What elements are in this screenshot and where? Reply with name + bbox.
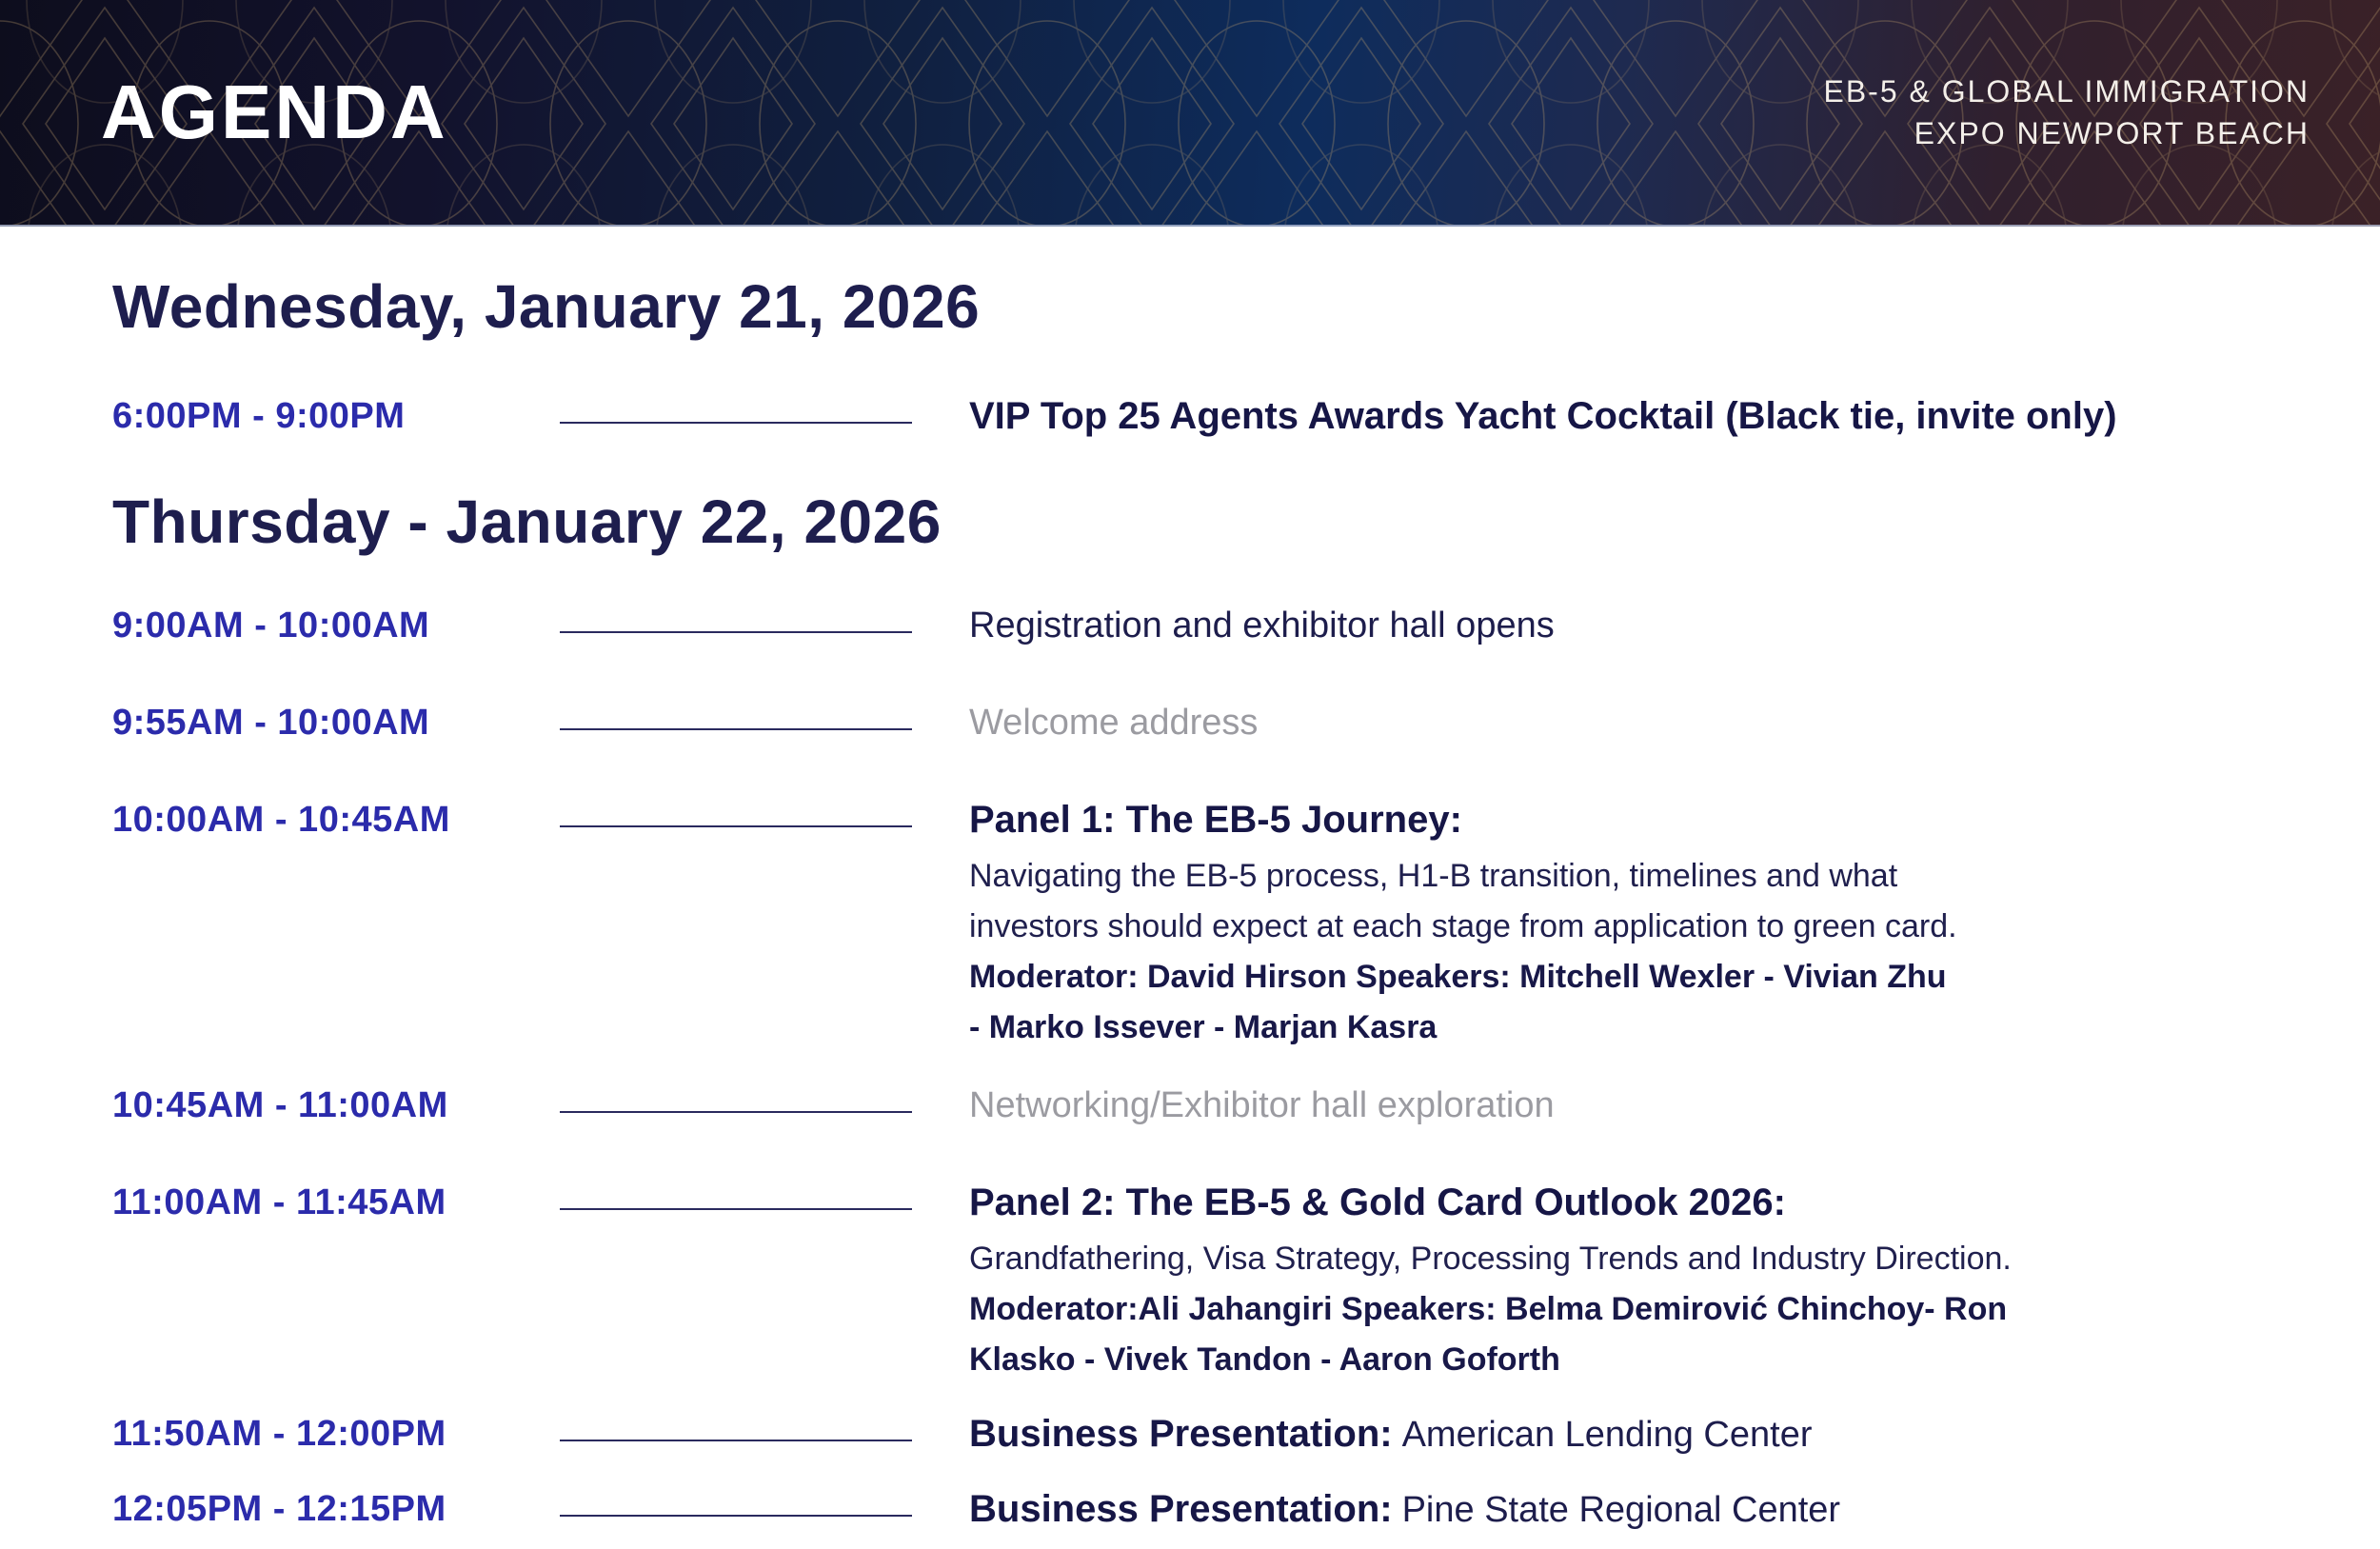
event-details	[969, 1179, 2327, 1385]
agenda-row	[112, 1485, 2327, 1534]
event-title: Panel 1: The EB-5 Journey:	[969, 799, 1462, 841]
event-title-bold: Business Presentation:	[969, 1413, 1393, 1455]
agenda-row	[112, 602, 2327, 649]
time-range: 9:00AM - 10:00AM	[112, 606, 430, 645]
header-banner	[0, 0, 2380, 227]
event-details	[969, 392, 2327, 440]
event-title-bold: Business Presentation:	[969, 1488, 1393, 1530]
event-title: Registration and exhibitor hall opens	[969, 606, 1555, 645]
event-title: VIP Top 25 Agents Awards Yacht Cocktail (Black tie, invite only)	[969, 395, 2117, 437]
separator-line	[560, 825, 912, 827]
agenda-body	[0, 268, 2380, 1534]
event-details	[969, 1485, 2327, 1534]
separator-line	[560, 728, 912, 730]
event-details	[969, 1410, 2327, 1459]
event-name-line1: EB-5 & GLOBAL IMMIGRATION	[1823, 74, 2310, 109]
header-content	[0, 0, 2380, 225]
event-speakers-line: Moderator:Ali Jahangiri Speakers: Belma Demirović Chinchoy- Ron	[969, 1291, 2008, 1327]
separator-line	[560, 1111, 912, 1113]
time-range: 12:05PM - 12:15PM	[112, 1489, 446, 1529]
event-title: Welcome address	[969, 703, 1259, 743]
agenda-row	[112, 1179, 2327, 1385]
separator-line	[560, 1440, 912, 1441]
time-range: 6:00PM - 9:00PM	[112, 396, 406, 436]
day-heading-wednesday: Wednesday, January 21, 2026	[112, 272, 981, 341]
event-title: Networking/Exhibitor hall exploration	[969, 1085, 1555, 1125]
event-details	[969, 602, 2327, 649]
event-speakers-line: - Marko Issever - Marjan Kasra	[969, 1009, 1438, 1045]
agenda-row	[112, 1082, 2327, 1129]
time-range: 9:55AM - 10:00AM	[112, 703, 430, 743]
event-title-rest: Pine State Regional Center	[1401, 1490, 1841, 1530]
time-range: 10:45AM - 11:00AM	[112, 1085, 448, 1125]
separator-line	[560, 422, 912, 424]
time-range: 11:00AM - 11:45AM	[112, 1182, 446, 1222]
page-title: AGENDA	[101, 70, 448, 154]
event-details	[969, 796, 2327, 1053]
separator-line	[560, 631, 912, 633]
event-description-line: Grandfathering, Visa Strategy, Processing Trends and Industry Direction.	[969, 1241, 2012, 1277]
event-details	[969, 699, 2327, 746]
event-name	[1823, 70, 2310, 154]
time-range: 10:00AM - 10:45AM	[112, 800, 450, 840]
separator-line	[560, 1208, 912, 1210]
event-description-line: investors should expect at each stage from application to green card.	[969, 908, 1957, 944]
event-title	[969, 1410, 2327, 1459]
event-speakers-line: Klasko - Vivek Tandon - Aaron Goforth	[969, 1341, 1560, 1378]
agenda-row	[112, 392, 2327, 440]
time-range: 11:50AM - 12:00PM	[112, 1414, 446, 1454]
event-speakers-line: Moderator: David Hirson Speakers: Mitchell Wexler - Vivian Zhu	[969, 959, 1947, 995]
event-title: Panel 2: The EB-5 & Gold Card Outlook 2026:	[969, 1182, 1786, 1223]
agenda-row	[112, 796, 2327, 1053]
separator-line	[560, 1515, 912, 1517]
event-title	[969, 1485, 2327, 1534]
agenda-row	[112, 1410, 2327, 1459]
agenda-row	[112, 699, 2327, 746]
event-title-rest: American Lending Center	[1401, 1415, 1813, 1455]
event-name-line2: EXPO NEWPORT BEACH	[1914, 116, 2310, 150]
event-details	[969, 1082, 2327, 1129]
event-description-line: Navigating the EB-5 process, H1-B transition, timelines and what	[969, 858, 1898, 894]
day-heading-thursday: Thursday - January 22, 2026	[112, 487, 942, 556]
